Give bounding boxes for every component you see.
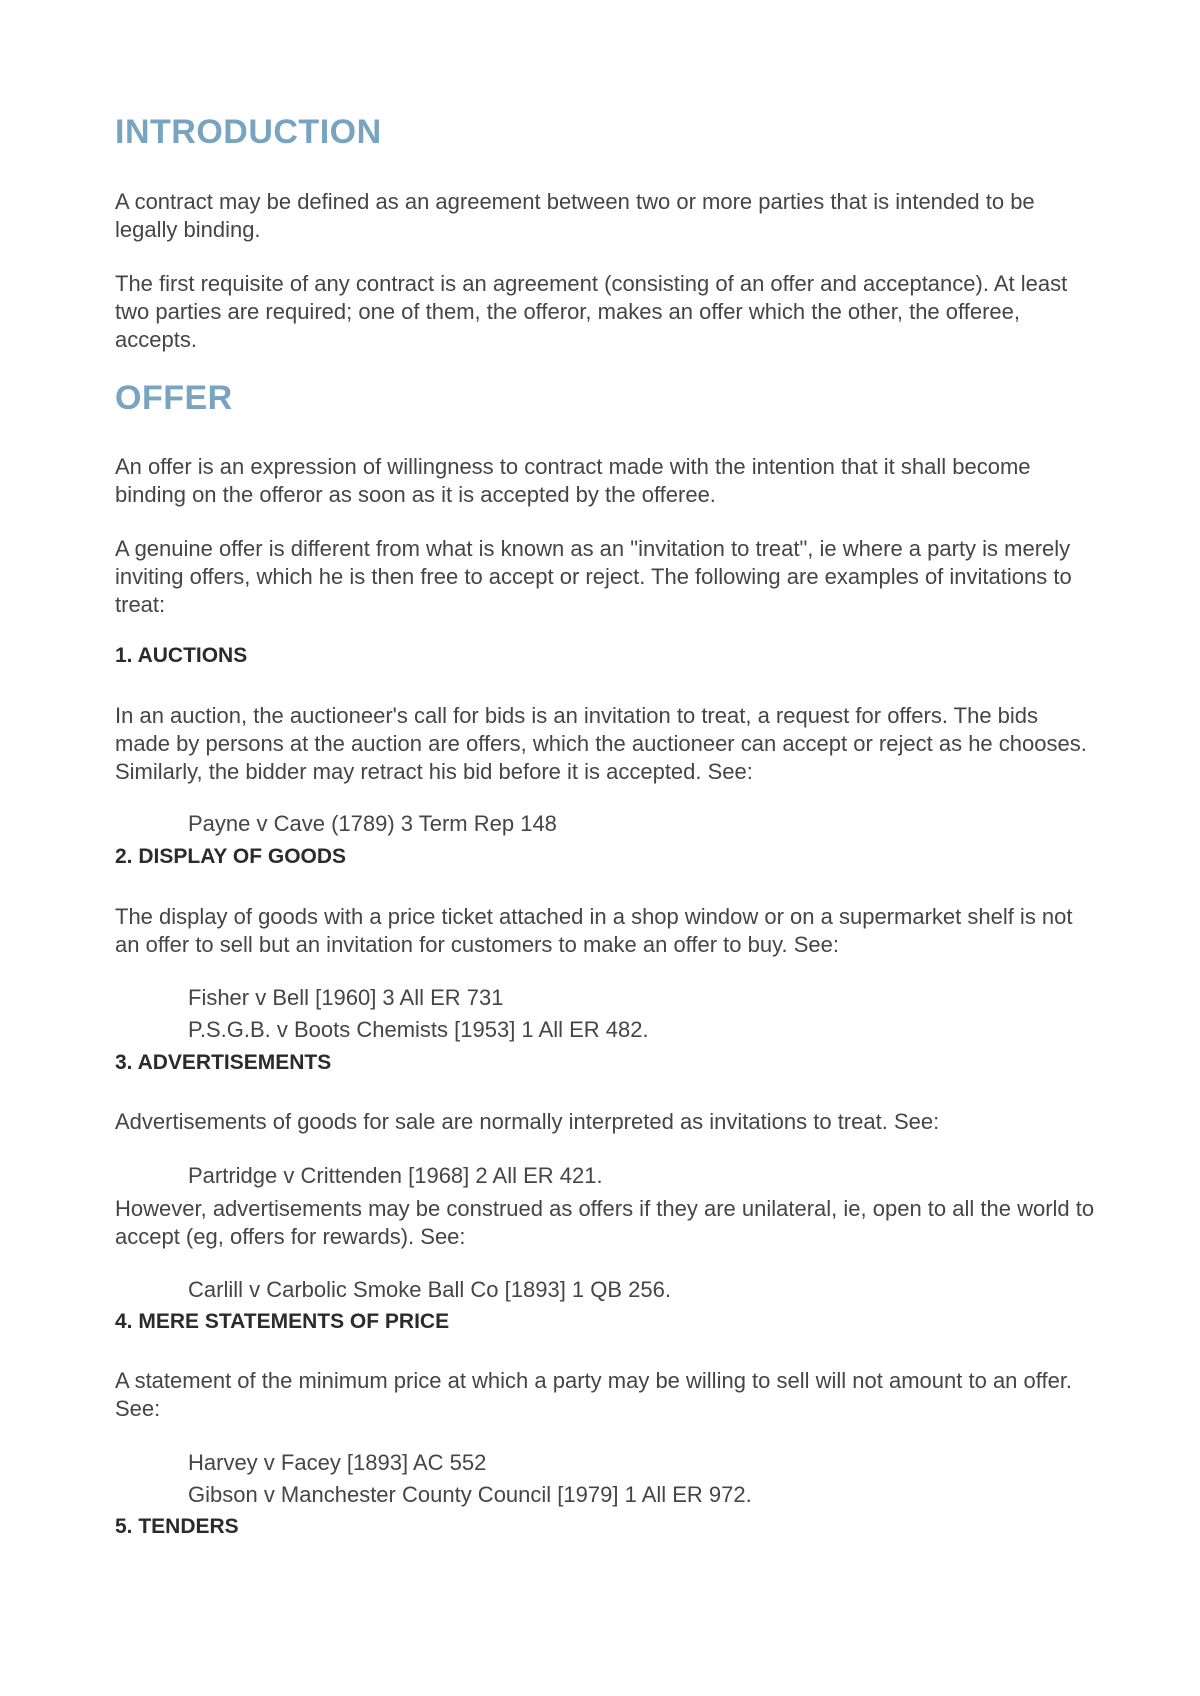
display-case-citation-1: Fisher v Bell [1960] 3 All ER 731 xyxy=(188,985,504,1010)
statements-case-citation-1: Harvey v Facey [1893] AC 552 xyxy=(188,1450,487,1475)
tenders-heading: 5. TENDERS xyxy=(115,1515,239,1538)
statements-of-price-paragraph: A statement of the minimum price at which a party may be willing to sell will not amount to an offer. See: xyxy=(115,1368,1073,1421)
display-of-goods-heading: 2. DISPLAY OF GOODS xyxy=(115,845,347,868)
display-of-goods-paragraph: The display of goods with a price ticket attached in a shop window or on a supermarket shelf is not an offer to sell but an invitation for customers to make an offer to buy. See: xyxy=(115,904,1073,957)
display-case-citation-2: P.S.G.B. v Boots Chemists [1953] 1 All ER 482. xyxy=(188,1017,649,1042)
offer-paragraph-2: A genuine offer is different from what is known as an "invitation to treat", ie where a party is merely inviting offers, which he is then free to accept or reject. The following are examples of invitations to treat: xyxy=(115,536,1072,617)
auctions-case-citation: Payne v Cave (1789) 3 Term Rep 148 xyxy=(188,811,557,836)
offer-heading: OFFER xyxy=(115,379,233,417)
advertisements-heading: 3. ADVERTISEMENTS xyxy=(115,1051,332,1074)
advertisements-paragraph: Advertisements of goods for sale are normally interpreted as invitations to treat. See: xyxy=(115,1109,940,1134)
introduction-paragraph-2: The first requisite of any contract is an agreement (consisting of an offer and acceptance). At least two parties are required; one of them, the offeror, makes an offer which the other, the offeree, accepts. xyxy=(115,271,1068,352)
introduction-heading: INTRODUCTION xyxy=(115,113,382,151)
statements-of-price-heading: 4. MERE STATEMENTS OF PRICE xyxy=(115,1310,450,1333)
advertisements-paragraph-2: However, advertisements may be construed as offers if they are unilateral, ie, open to all the world to accept (eg, offers for rewards). See: xyxy=(115,1196,1095,1249)
advertisements-case-citation-2: Carlill v Carbolic Smoke Ball Co [1893] 1 QB 256. xyxy=(188,1277,671,1302)
auctions-paragraph: In an auction, the auctioneer's call for bids is an invitation to treat, a request for offers. The bids made by persons at the auction are offers, which the auctioneer can accept or reject as he chooses. Similarly, the bidder may retract his bid before it is accepted. See: xyxy=(115,703,1087,784)
advertisements-case-citation-1: Partridge v Crittenden [1968] 2 All ER 421. xyxy=(188,1163,603,1188)
introduction-paragraph-1: A contract may be defined as an agreement between two or more parties that is intended to be legally binding. xyxy=(115,189,1035,242)
offer-paragraph-1: An offer is an expression of willingness to contract made with the intention that it shall become binding on the offeror as soon as it is accepted by the offeree. xyxy=(115,454,1031,507)
auctions-heading: 1. AUCTIONS xyxy=(115,644,248,667)
statements-case-citation-2: Gibson v Manchester County Council [1979] 1 All ER 972. xyxy=(188,1482,752,1507)
